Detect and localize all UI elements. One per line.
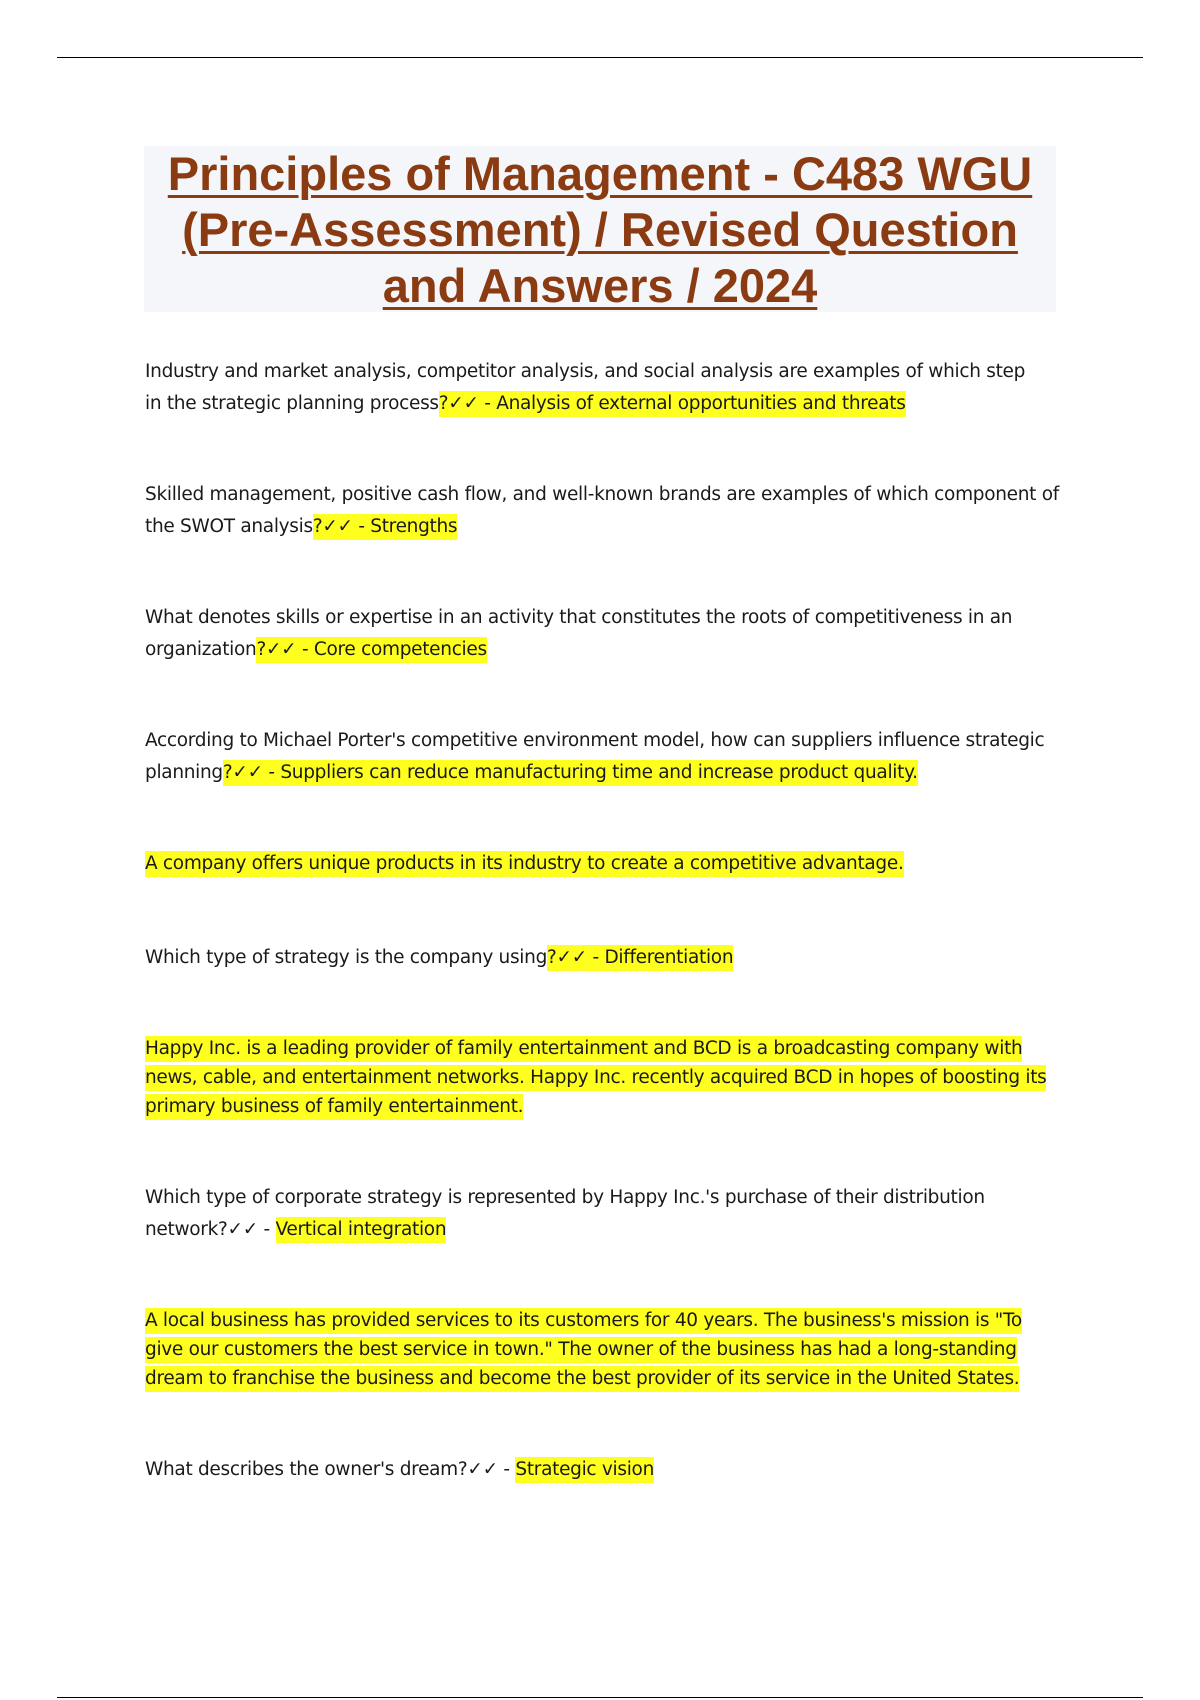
- question-text: Skilled management, positive cash flow, and well-known brands are examples of which component of the SWOT analysis: [145, 484, 1059, 537]
- qa-item-5: [145, 942, 1060, 974]
- scenario-highlight: A company offers unique products in its industry to create a competitive advantage.: [145, 851, 904, 877]
- answer-highlight: ?✓✓ - Analysis of external opportunities and threats: [439, 391, 906, 417]
- answer-highlight: ?✓✓ - Strengths: [313, 514, 457, 540]
- answer-highlight: ?✓✓ - Core competencies: [256, 637, 486, 663]
- qa-item-4: [145, 725, 1050, 789]
- qa-item-7: [145, 1454, 1060, 1486]
- document-title: Principles of Management - C483 WGU (Pre-Assessment) / Revised Question and Answers / 2024: [167, 147, 1033, 312]
- answer-highlight: ?✓✓ - Differentiation: [547, 945, 733, 971]
- question-text: Industry and market analysis, competitor analysis, and social analysis are examples of which step in the strategic planning process: [145, 361, 1026, 414]
- answer-highlight: Strategic vision: [515, 1457, 654, 1483]
- scenario-highlight: A local business has provided services to its customers for 40 years. The business's mission is "To give our customers the best service in town." The owner of the business has had a long-standing dream to franchise the business and become the best provider of its service in the United States.: [145, 1308, 1022, 1392]
- answer-highlight: Vertical integration: [276, 1217, 447, 1243]
- title-block: [144, 146, 1056, 312]
- question-text: Which type of strategy is the company using: [145, 947, 548, 968]
- qa-item-1: [145, 356, 1045, 420]
- bottom-rule: [57, 1697, 1143, 1698]
- qa-item-6: [145, 1182, 995, 1246]
- answer-highlight: ?✓✓ - Suppliers can reduce manufacturing time and increase product quality.: [223, 760, 918, 786]
- question-text: Which type of corporate strategy is represented by Happy Inc.'s purchase of their distribution network?✓✓ -: [145, 1187, 985, 1240]
- question-text: According to Michael Porter's competitive environment model, how can suppliers influence strategic planning: [145, 730, 1045, 783]
- scenario-1: [145, 848, 1060, 880]
- top-rule: [57, 57, 1143, 58]
- scenario-highlight: Happy Inc. is a leading provider of family entertainment and BCD is a broadcasting company with news, cable, and entertainment networks. Happy Inc. recently acquired BCD in hopes of boosting its primary business of family entertainment.: [145, 1036, 1046, 1120]
- scenario-2: [145, 1034, 1055, 1121]
- qa-item-3: [145, 602, 1015, 666]
- question-text: What denotes skills or expertise in an activity that constitutes the roots of competitiveness in an organization: [145, 607, 1013, 660]
- scenario-3: [145, 1306, 1060, 1393]
- question-text: What describes the owner's dream?✓✓ -: [145, 1459, 516, 1480]
- qa-item-2: [145, 479, 1060, 543]
